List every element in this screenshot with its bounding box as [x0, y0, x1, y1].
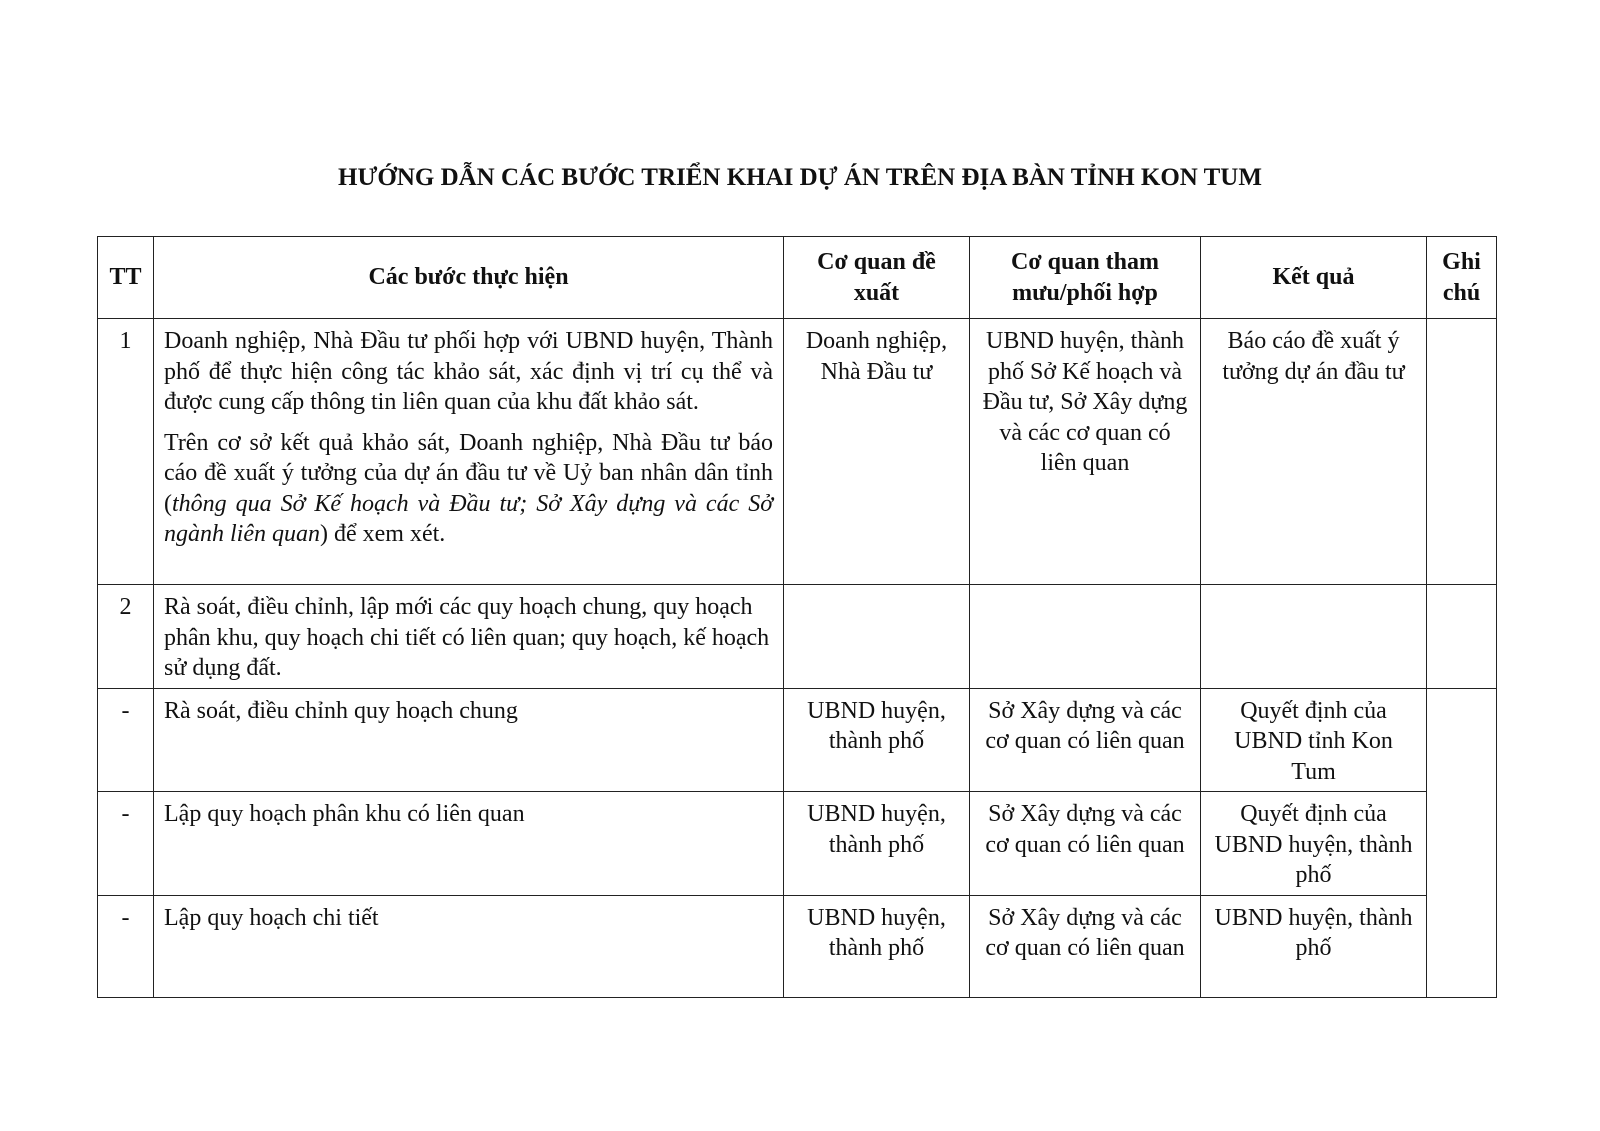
cell-step: Rà soát, điều chỉnh, lập mới các quy hoạch chung, quy hoạch phân khu, quy hoạch chi tiết có liên quan; quy hoạch, kế hoạch sử dụng đất.: [154, 585, 784, 689]
cell-result: Báo cáo đề xuất ý tưởng dự án đầu tư: [1201, 319, 1427, 585]
cell-tt: 2: [98, 585, 154, 689]
cell-result: UBND huyện, thành phố: [1201, 895, 1427, 997]
table-header-row: [98, 237, 1497, 319]
cell-advisor: Sở Xây dựng và các cơ quan có liên quan: [970, 895, 1201, 997]
cell-proposer: UBND huyện, thành phố: [784, 792, 970, 896]
cell-tt: -: [98, 895, 154, 997]
cell-tt: -: [98, 688, 154, 792]
step-text: ) để xem xét.: [320, 521, 446, 547]
step-text-italic: thông qua Sở Kế hoạch và Đầu tư; Sở Xây dựng và các Sở ngành liên quan: [164, 490, 773, 547]
cell-advisor: UBND huyện, thành phố Sở Kế hoạch và Đầu tư, Sở Xây dựng và các cơ quan có liên quan: [970, 319, 1201, 585]
cell-tt: 1: [98, 319, 154, 585]
step-paragraph: [164, 428, 773, 550]
table-row: [98, 319, 1497, 585]
header-advisor: Cơ quan tham mưu/phối hợp: [970, 237, 1201, 319]
cell-result: Quyết định của UBND tỉnh Kon Tum: [1201, 688, 1427, 792]
cell-step: Lập quy hoạch phân khu có liên quan: [154, 792, 784, 896]
cell-note: [1427, 585, 1497, 689]
header-result: Kết quả: [1201, 237, 1427, 319]
cell-step: Lập quy hoạch chi tiết: [154, 895, 784, 997]
header-tt: TT: [98, 237, 154, 319]
cell-proposer: [784, 585, 970, 689]
cell-proposer: Doanh nghiệp, Nhà Đầu tư: [784, 319, 970, 585]
cell-result: [1201, 585, 1427, 689]
step-paragraph: Doanh nghiệp, Nhà Đầu tư phối hợp với UBND huyện, Thành phố để thực hiện công tác khảo sát, xác định vị trí cụ thể và được cung cấp thông tin liên quan của khu đất khảo sát.: [164, 328, 773, 415]
cell-advisor: [970, 585, 1201, 689]
cell-advisor: Sở Xây dựng và các cơ quan có liên quan: [970, 688, 1201, 792]
table-row: [98, 792, 1497, 896]
cell-step: [154, 319, 784, 585]
cell-step: Rà soát, điều chỉnh quy hoạch chung: [154, 688, 784, 792]
step-text: Trên cơ sở kết quả khảo sát, Doanh nghiệp, Nhà Đầu tư báo cáo đề xuất ý tưởng của dự án đầu tư về Uỷ ban nhân dân tỉnh (: [164, 429, 773, 517]
header-note: Ghi chú: [1427, 237, 1497, 319]
cell-note: [1427, 688, 1497, 997]
cell-proposer: UBND huyện, thành phố: [784, 688, 970, 792]
cell-note: [1427, 319, 1497, 585]
table-row: [98, 585, 1497, 689]
header-proposer: Cơ quan đề xuất: [784, 237, 970, 319]
document-title: HƯỚNG DẪN CÁC BƯỚC TRIỂN KHAI DỰ ÁN TRÊN ĐỊA BÀN TỈNH KON TUM: [338, 164, 1262, 191]
header-steps: Các bước thực hiện: [154, 237, 784, 319]
cell-result: Quyết định của UBND huyện, thành phố: [1201, 792, 1427, 896]
cell-advisor: Sở Xây dựng và các cơ quan có liên quan: [970, 792, 1201, 896]
steps-table: [97, 236, 1497, 998]
table-row: [98, 895, 1497, 997]
cell-proposer: UBND huyện, thành phố: [784, 895, 970, 997]
table-row: [98, 688, 1497, 792]
cell-tt: -: [98, 792, 154, 896]
